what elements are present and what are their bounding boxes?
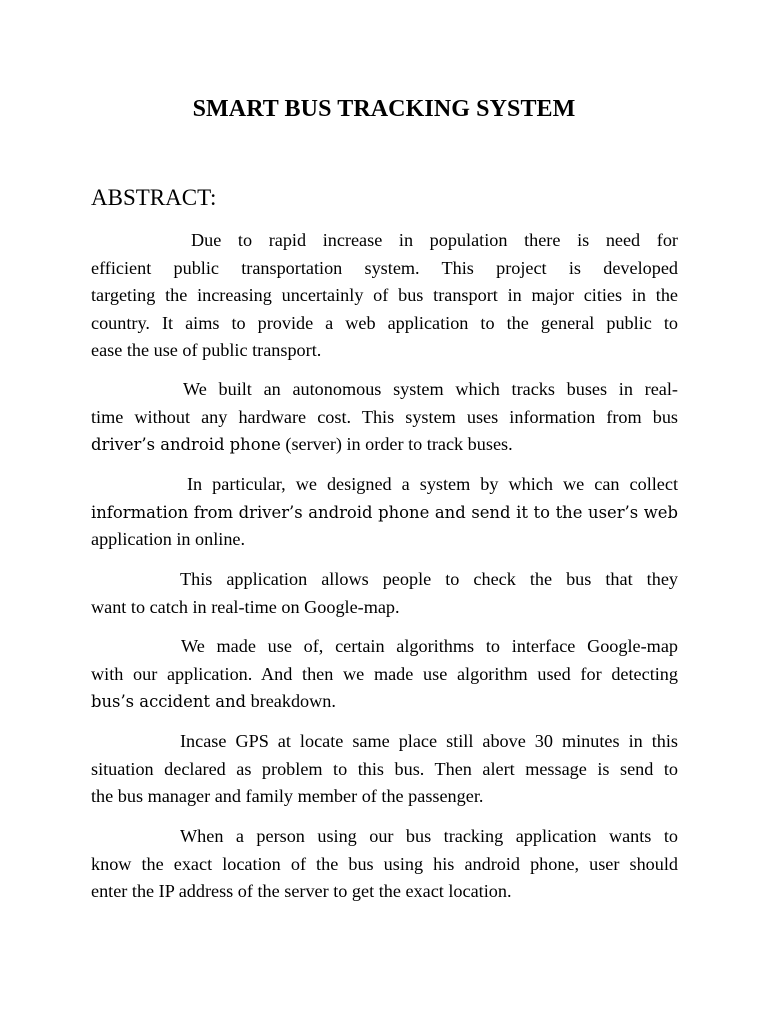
paragraph-line: application in online. [91, 529, 246, 549]
paragraph-line: We made use of, certain algorithms to interface Google-map [181, 636, 678, 656]
paragraph-line: In particular, we designed a system by which we can collect [187, 474, 678, 494]
paragraph-5 [91, 633, 678, 716]
paragraph-2 [91, 376, 678, 459]
paragraph-text-run: (server) in order to track buses. [280, 434, 513, 454]
paragraph-1 [91, 227, 678, 365]
paragraph-3 [91, 471, 678, 554]
paragraph-line: want to catch in real-time on Google-map. [91, 596, 400, 617]
paragraph-line [91, 688, 678, 716]
paragraph-6 [91, 728, 678, 811]
paragraph-line: We built an autonomous system which tracks buses in real- [183, 379, 678, 399]
section-heading: ABSTRACT: [91, 185, 217, 210]
paragraph-text-run: breakdown. [246, 691, 336, 711]
paragraph-line: situation declared as problem to this bus. Then alert message is send to [91, 758, 678, 779]
paragraph-line: This application allows people to check the bus that they [180, 569, 678, 589]
paragraph-line: ease the use of public transport. [91, 340, 322, 360]
paragraph-line: efficient public transportation system. This project is developed [91, 257, 678, 278]
paragraph-line: When a person using our bus tracking application wants to [180, 826, 678, 846]
paragraph-alt-font-run: bus’s accident and [91, 692, 247, 711]
paragraph-4 [91, 566, 678, 621]
paragraph-line: enter the IP address of the server to get the exact location. [91, 881, 512, 901]
paragraph-line: the bus manager and family member of the passenger. [91, 786, 484, 806]
paragraph-line: time without any hardware cost. This system uses information from bus [91, 406, 678, 427]
document-title: SMART BUS TRACKING SYSTEM [192, 96, 576, 122]
paragraph-line-alt-font: information from driver’s android phone and send it to the user’s web [91, 502, 678, 522]
paragraph-line: targeting the increasing uncertainly of bus transport in major cities in the [91, 285, 678, 305]
paragraph-7 [91, 823, 678, 906]
paragraph-line: country. It aims to provide a web application to the general public to [91, 312, 678, 333]
paragraph-line: Incase GPS at locate same place still above 30 minutes in this [180, 731, 678, 751]
paragraph-line: with our application. And then we made use algorithm used for detecting [91, 663, 678, 684]
paragraph-line: Due to rapid increase in population there is need for [191, 230, 678, 250]
paragraph-line [91, 431, 678, 459]
paragraph-line: know the exact location of the bus using his android phone, user should [91, 853, 678, 874]
paragraph-alt-font-run: driver’s android phone [91, 435, 281, 454]
